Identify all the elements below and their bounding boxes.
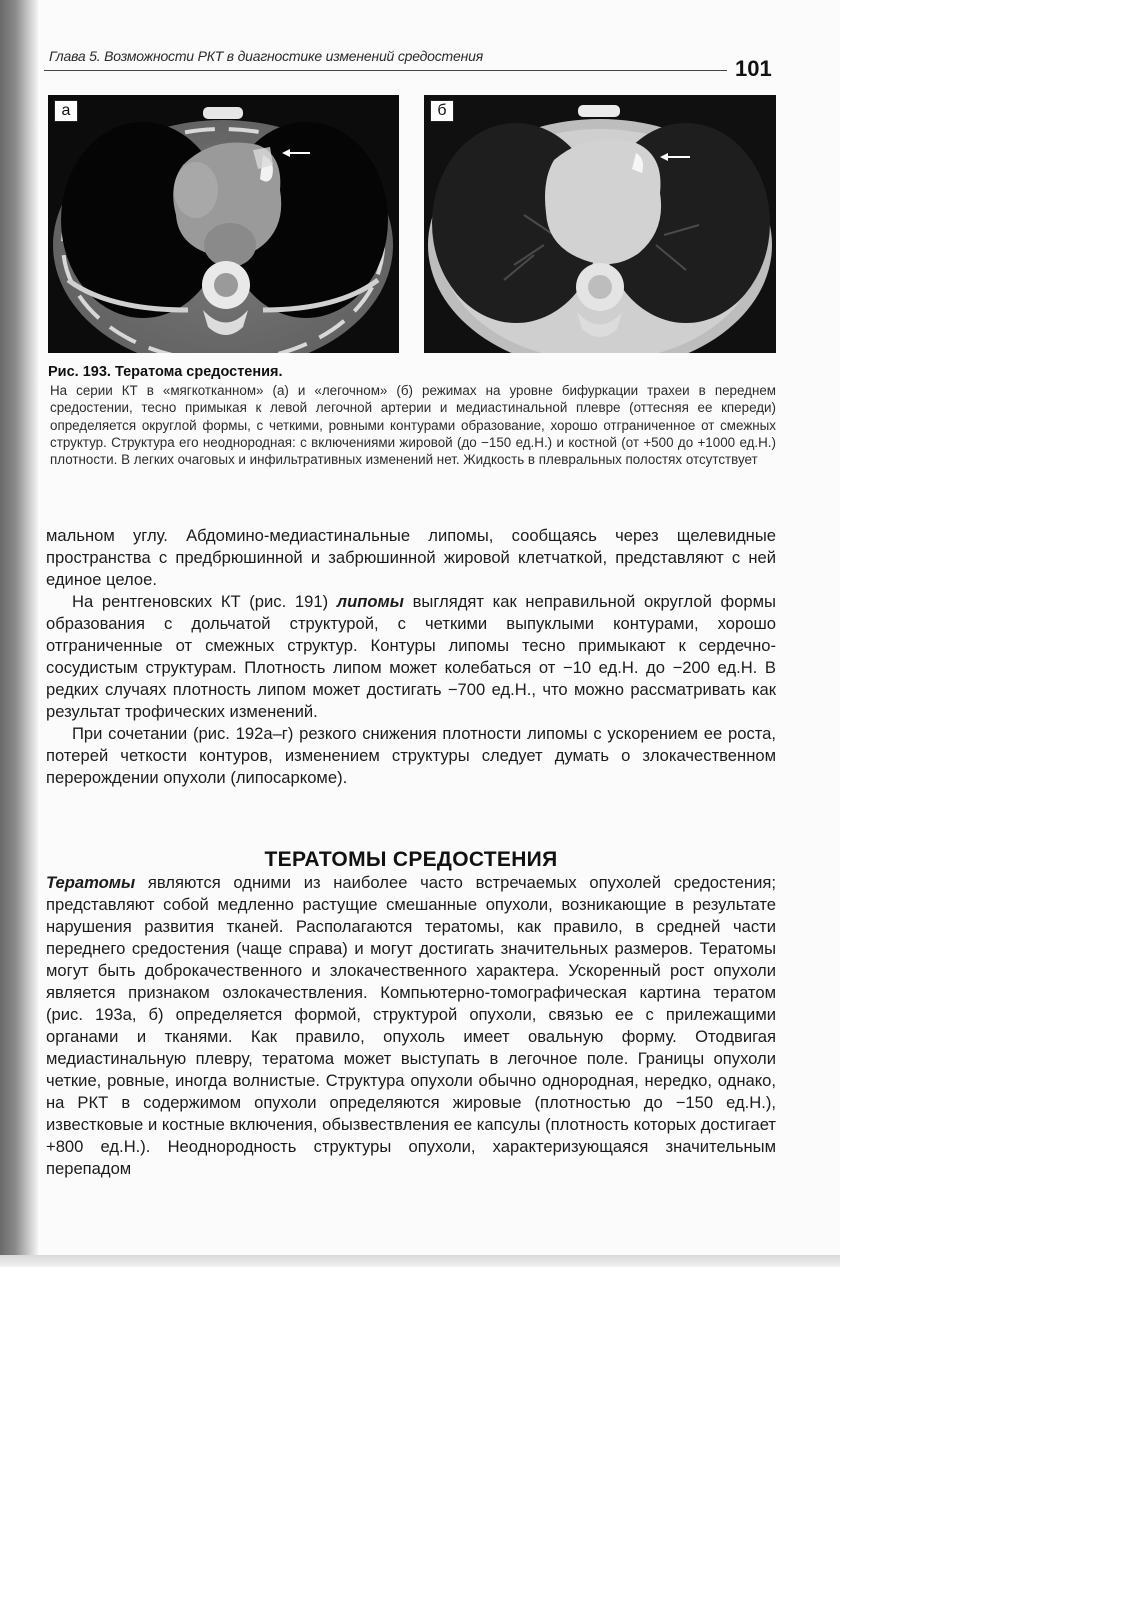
main-text-lower [46,872,776,1180]
caption-text: На серии КТ в «мягкотканном» (а) и «легочном» (б) режимах на уровне бифуркации трахеи в переднем средостении, тесно примыкая к левой легочной артерии и медиастинальной плевре (оттесняя ее кпереди) определяется округлой формы, с четкими, ровными контурами образование, хорошо отграниченное от смежных структур. Структура его неоднородная: с включениями жировой (до −150 ед.Н.) и костной (от +500 до +1000 ед.Н.) плотности. В легких очаговых и инфильтративных изменений нет. Жидкость в плевральных полостях отсутствует [50,383,776,468]
figure-caption [48,364,776,468]
main-text-upper [46,525,776,789]
paragraph-lipoma-ct-lead: На рентгеновских КТ (рис. 191) [72,592,337,611]
header-rule [44,70,727,71]
page-bottom-edge [0,1255,840,1267]
binding-shadow [0,0,38,1262]
paragraph-teratomas [46,872,776,1180]
section-heading: ТЕРАТОМЫ СРЕДОСТЕНИЯ [264,848,558,871]
term-lipomas: липомы [336,592,404,611]
page-number: 101 [735,56,772,81]
paragraph-liposarcoma: При сочетании (рис. 192а–г) резкого снижения плотности липомы с ускорением ее роста, потерей четкости контуров, изменением структуры следует думать о злокачественном перерождении опухоли (липосаркоме). [46,724,776,787]
term-teratomas: Тератомы [46,873,136,892]
paragraph-lipoma-ct [46,591,776,723]
ct-image-soft-tissue [48,95,399,353]
ct-image-lung-window [424,95,776,353]
panel-label-b: б [430,100,454,122]
paragraph-lipoma-continued: мальном углу. Абдомино-медиастинальные липомы, сообщаясь через щелевидные пространства с предбрюшинной и забрюшинной жировой клетчаткой, представляют с ней единое целое. [46,526,776,589]
caption-title: Рис. 193. Тератома средостения. [48,364,283,380]
running-head: Глава 5. Возможности РКТ в диагностике изменений средостения [49,48,483,64]
paragraph-lipoma-ct-body: выглядят как неправильной округлой формы образования с дольчатой структурой, с четкими выпуклыми контурами, хорошо отграниченные от смежных структур. Контуры липомы тесно примыкают к сердечно-сосудистым структурам. Плотность липом может колебаться от −10 ед.Н. до −200 ед.Н. В редких случаях плотность липом может достигать −700 ед.Н., что можно рассматривать как результат трофических изменений. [46,592,776,721]
paragraph-teratomas-body: являются одними из наиболее часто встречаемых опухолей средостения; представляют собой медленно растущие смешанные опухоли, возникающие в результате нарушения развития тканей. Располагаются тератомы, как правило, в средней части переднего средостения (чаще справа) и могут достигать значительных размеров. Тератомы могут быть доброкачественного и злокачественного характера. Ускоренный рост опухоли является признаком озлокачествления. Компьютерно-томографическая картина тератом (рис. 193а, б) определяется формой, структурой опухоли, связью ее с прилежащими органами и тканями. Как правило, опухоль имеет овальную форму. Отодвигая медиастинальную плевру, тератома может выступать в легочное поле. Границы опухоли четкие, ровные, иногда волнистые. Структура опухоли обычно однородная, нередко, однако, на РКТ в содержимом опухоли определяются жировые (плотностью до −150 ед.Н.), известковые и костные включения, обызвествления ее капсулы (плотность которых достигает +800 ед.Н.). Неоднородность структуры опухоли, характеризующаяся значительным перепадом [46,873,776,1178]
panel-label-a: а [54,100,78,122]
